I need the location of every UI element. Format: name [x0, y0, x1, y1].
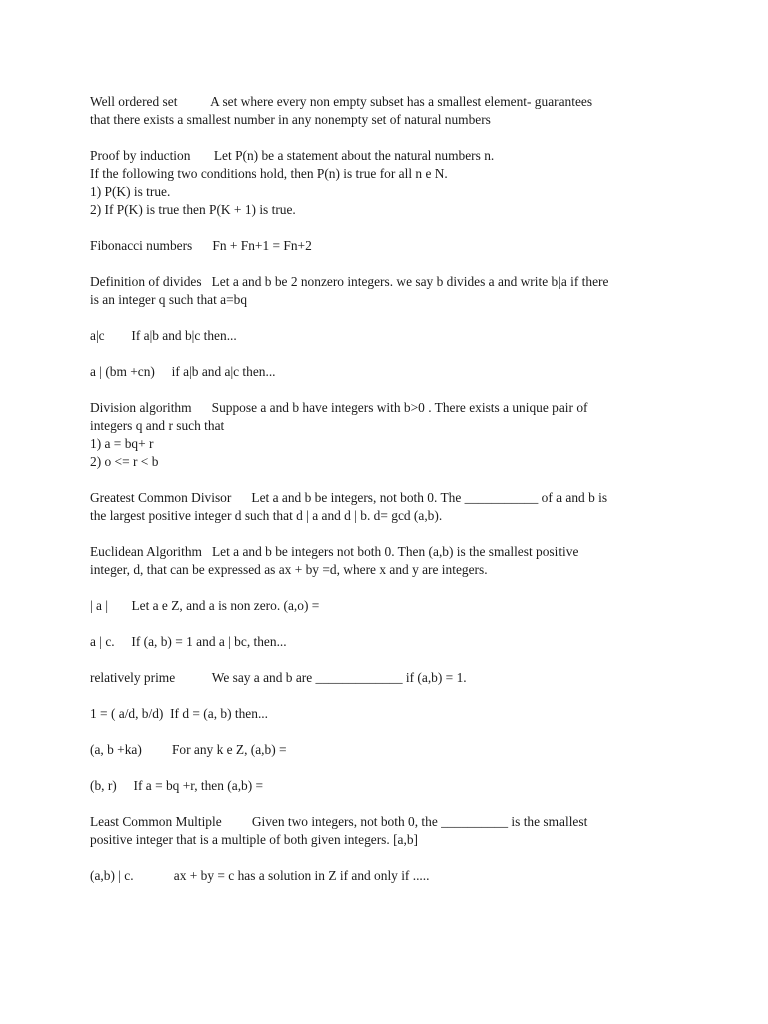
entry-definition: If d = (a, b) then... [170, 706, 268, 721]
entry-definition: 2) o <= r < b [90, 454, 159, 469]
entry-definition: 1) a = bq+ r [90, 436, 154, 451]
entry-definition: Suppose a and b have integers with b>0 . There exists a unique pair of [211, 400, 588, 415]
entry-term: (a,b) | c. [90, 868, 134, 883]
entry-term: a | (bm +cn) [90, 364, 155, 379]
entry-definition: Given two integers, not both 0, the __________ is the smallest [251, 814, 588, 829]
entry-fibonacci-numbers [90, 237, 690, 255]
entry-definition-of-divides [90, 273, 690, 309]
entry-relatively-prime [90, 669, 690, 687]
entry-term: Greatest Common Divisor [90, 490, 232, 505]
entry-term: Least Common Multiple [90, 814, 222, 829]
entry-definition: Let a e Z, and a is non zero. (a,o) = [131, 598, 320, 613]
entry-definition: integer, d, that can be expressed as ax + by =d, where x and y are integers. [90, 562, 488, 577]
entry-one-equals-ad-bd [90, 705, 690, 723]
entry-definition: if a|b and a|c then... [171, 364, 276, 379]
entry-definition: If a|b and b|c then... [131, 328, 237, 343]
entry-greatest-common-divisor [90, 489, 690, 525]
entry-ab-divides-c [90, 867, 690, 885]
entry-term: | a | [90, 598, 109, 613]
entry-definition: Let a and b be integers, not both 0. The ___________ of a and b is [251, 490, 608, 505]
entry-definition: the largest positive integer d such that d | a and d | b. d= gcd (a,b). [90, 508, 443, 523]
entry-term: (a, b +ka) [90, 742, 142, 757]
entry-definition: Fn + Fn+1 = Fn+2 [212, 238, 312, 253]
entry-term: Division algorithm [90, 400, 192, 415]
entry-least-common-multiple [90, 813, 690, 849]
entry-definition: If the following two conditions hold, then P(n) is true for all n e N. [90, 166, 448, 181]
entry-definition: ax + by = c has a solution in Z if and only if ..... [173, 868, 430, 883]
entry-definition: that there exists a smallest number in any nonempty set of natural numbers [90, 112, 491, 127]
entry-division-algorithm [90, 399, 690, 471]
entry-term: Well ordered set [90, 94, 178, 109]
entry-definition: Let P(n) be a statement about the natural numbers n. [213, 148, 495, 163]
entry-definition: integers q and r such that [90, 418, 225, 433]
entry-definition: For any k e Z, (a,b) = [171, 742, 287, 757]
entry-a-divides-bm-cn [90, 363, 690, 381]
entry-definition: A set where every non empty subset has a smallest element- guarantees [210, 94, 593, 109]
entry-term: Proof by induction [90, 148, 191, 163]
entry-term: (b, r) [90, 778, 117, 793]
entry-definition: We say a and b are _____________ if (a,b) = 1. [211, 670, 467, 685]
entry-definition: 1) P(K) is true. [90, 184, 171, 199]
entry-definition: Let a and b be integers not both 0. Then (a,b) is the smallest positive [211, 544, 579, 559]
entry-a-divides-c-2 [90, 633, 690, 651]
entry-definition: 2) If P(K) is true then P(K + 1) is true. [90, 202, 296, 217]
entry-term: a | c. [90, 634, 115, 649]
entry-absolute-a [90, 597, 690, 615]
entry-proof-by-induction [90, 147, 690, 219]
entry-term: Fibonacci numbers [90, 238, 193, 253]
entry-euclidean-algorithm [90, 543, 690, 579]
entry-definition: If (a, b) = 1 and a | bc, then... [131, 634, 287, 649]
entry-definition: If a = bq +r, then (a,b) = [133, 778, 264, 793]
entry-term: a|c [90, 328, 105, 343]
entry-definition: Let a and b be 2 nonzero integers. we say b divides a and write b|a if there [211, 274, 609, 289]
entry-term: 1 = ( a/d, b/d) [90, 706, 164, 721]
entry-a-b-plus-ka [90, 741, 690, 759]
entry-definition: positive integer that is a multiple of both given integers. [a,b] [90, 832, 418, 847]
entry-definition: is an integer q such that a=bq [90, 292, 248, 307]
entry-term: relatively prime [90, 670, 176, 685]
entry-a-divides-c [90, 327, 690, 345]
entry-term: Definition of divides [90, 274, 202, 289]
document-page [90, 93, 690, 885]
entry-well-ordered-set [90, 93, 690, 129]
entry-b-r [90, 777, 690, 795]
entry-term: Euclidean Algorithm [90, 544, 202, 559]
